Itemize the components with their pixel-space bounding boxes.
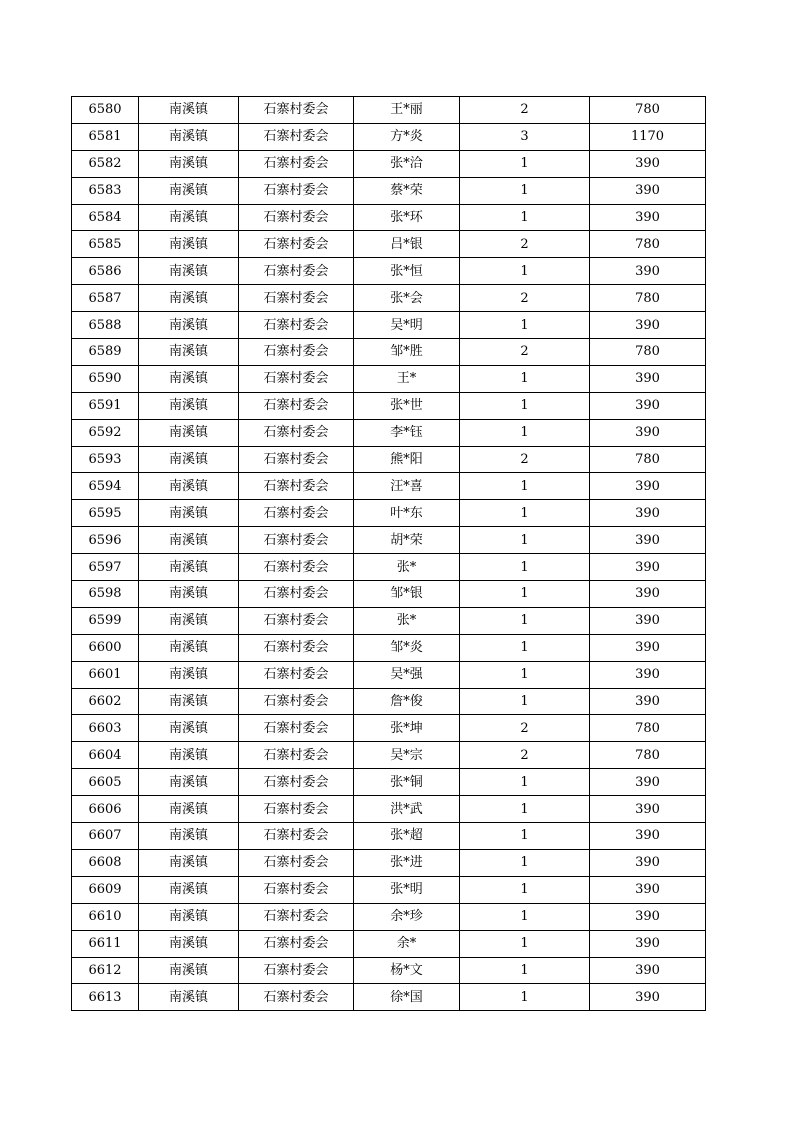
amount-cell: 390: [590, 607, 706, 634]
table-row: [72, 554, 706, 581]
count-cell: 1: [460, 957, 590, 984]
name-cell: 张*恒: [354, 258, 460, 285]
serial-number-cell: 6591: [72, 392, 139, 419]
village-committee-cell: 石寨村委会: [239, 554, 354, 581]
table-row: [72, 97, 706, 124]
name-cell: 邹*炎: [354, 634, 460, 661]
serial-number-cell: 6585: [72, 231, 139, 258]
name-cell: 胡*荣: [354, 527, 460, 554]
table-row: [72, 715, 706, 742]
village-committee-cell: 石寨村委会: [239, 365, 354, 392]
serial-number-cell: 6613: [72, 984, 139, 1011]
serial-number-cell: 6600: [72, 634, 139, 661]
town-cell: 南溪镇: [139, 903, 239, 930]
table-row: [72, 661, 706, 688]
table-row: [72, 150, 706, 177]
name-cell: 吴*宗: [354, 742, 460, 769]
name-cell: 张*明: [354, 876, 460, 903]
name-cell: 方*炎: [354, 123, 460, 150]
count-cell: 2: [460, 715, 590, 742]
village-committee-cell: 石寨村委会: [239, 339, 354, 366]
serial-number-cell: 6586: [72, 258, 139, 285]
count-cell: 2: [460, 285, 590, 312]
village-committee-cell: 石寨村委会: [239, 392, 354, 419]
table-row: [72, 984, 706, 1011]
amount-cell: 390: [590, 392, 706, 419]
name-cell: 张*: [354, 554, 460, 581]
amount-cell: 780: [590, 446, 706, 473]
town-cell: 南溪镇: [139, 177, 239, 204]
town-cell: 南溪镇: [139, 984, 239, 1011]
table-row: [72, 581, 706, 608]
serial-number-cell: 6605: [72, 769, 139, 796]
village-committee-cell: 石寨村委会: [239, 796, 354, 823]
name-cell: 张*铜: [354, 769, 460, 796]
serial-number-cell: 6593: [72, 446, 139, 473]
table-row: [72, 688, 706, 715]
serial-number-cell: 6588: [72, 312, 139, 339]
town-cell: 南溪镇: [139, 581, 239, 608]
count-cell: 1: [460, 527, 590, 554]
amount-cell: 390: [590, 419, 706, 446]
serial-number-cell: 6581: [72, 123, 139, 150]
name-cell: 张*洽: [354, 150, 460, 177]
amount-cell: 390: [590, 688, 706, 715]
table-row: [72, 796, 706, 823]
count-cell: 1: [460, 365, 590, 392]
amount-cell: 390: [590, 984, 706, 1011]
count-cell: 2: [460, 446, 590, 473]
amount-cell: 390: [590, 204, 706, 231]
village-committee-cell: 石寨村委会: [239, 661, 354, 688]
table-row: [72, 527, 706, 554]
village-committee-cell: 石寨村委会: [239, 930, 354, 957]
serial-number-cell: 6592: [72, 419, 139, 446]
town-cell: 南溪镇: [139, 957, 239, 984]
town-cell: 南溪镇: [139, 607, 239, 634]
village-committee-cell: 石寨村委会: [239, 150, 354, 177]
table-row: [72, 634, 706, 661]
table-row: [72, 419, 706, 446]
name-cell: 张*会: [354, 285, 460, 312]
town-cell: 南溪镇: [139, 823, 239, 850]
count-cell: 1: [460, 419, 590, 446]
serial-number-cell: 6580: [72, 97, 139, 124]
serial-number-cell: 6612: [72, 957, 139, 984]
serial-number-cell: 6608: [72, 849, 139, 876]
amount-cell: 390: [590, 527, 706, 554]
village-committee-cell: 石寨村委会: [239, 607, 354, 634]
table-row: [72, 500, 706, 527]
serial-number-cell: 6597: [72, 554, 139, 581]
village-committee-cell: 石寨村委会: [239, 849, 354, 876]
amount-cell: 390: [590, 957, 706, 984]
town-cell: 南溪镇: [139, 446, 239, 473]
amount-cell: 390: [590, 930, 706, 957]
count-cell: 1: [460, 661, 590, 688]
serial-number-cell: 6611: [72, 930, 139, 957]
village-committee-cell: 石寨村委会: [239, 984, 354, 1011]
serial-number-cell: 6607: [72, 823, 139, 850]
village-committee-cell: 石寨村委会: [239, 769, 354, 796]
village-committee-cell: 石寨村委会: [239, 527, 354, 554]
amount-cell: 390: [590, 634, 706, 661]
amount-cell: 390: [590, 661, 706, 688]
name-cell: 张*世: [354, 392, 460, 419]
amount-cell: 390: [590, 554, 706, 581]
town-cell: 南溪镇: [139, 715, 239, 742]
name-cell: 张*环: [354, 204, 460, 231]
name-cell: 邹*胜: [354, 339, 460, 366]
village-committee-cell: 石寨村委会: [239, 688, 354, 715]
village-committee-cell: 石寨村委会: [239, 177, 354, 204]
town-cell: 南溪镇: [139, 876, 239, 903]
amount-cell: 390: [590, 823, 706, 850]
serial-number-cell: 6599: [72, 607, 139, 634]
town-cell: 南溪镇: [139, 365, 239, 392]
count-cell: 1: [460, 500, 590, 527]
name-cell: 张*: [354, 607, 460, 634]
name-cell: 詹*俊: [354, 688, 460, 715]
town-cell: 南溪镇: [139, 285, 239, 312]
count-cell: 2: [460, 742, 590, 769]
table-row: [72, 769, 706, 796]
village-committee-cell: 石寨村委会: [239, 258, 354, 285]
town-cell: 南溪镇: [139, 473, 239, 500]
amount-cell: 390: [590, 876, 706, 903]
town-cell: 南溪镇: [139, 849, 239, 876]
count-cell: 3: [460, 123, 590, 150]
village-committee-cell: 石寨村委会: [239, 500, 354, 527]
count-cell: 1: [460, 312, 590, 339]
name-cell: 张*超: [354, 823, 460, 850]
amount-cell: 780: [590, 97, 706, 124]
count-cell: 1: [460, 150, 590, 177]
table-row: [72, 204, 706, 231]
table-row: [72, 312, 706, 339]
village-committee-cell: 石寨村委会: [239, 473, 354, 500]
count-cell: 1: [460, 634, 590, 661]
town-cell: 南溪镇: [139, 500, 239, 527]
count-cell: 1: [460, 930, 590, 957]
name-cell: 叶*东: [354, 500, 460, 527]
town-cell: 南溪镇: [139, 392, 239, 419]
table-row: [72, 930, 706, 957]
serial-number-cell: 6604: [72, 742, 139, 769]
name-cell: 王*丽: [354, 97, 460, 124]
count-cell: 1: [460, 769, 590, 796]
count-cell: 1: [460, 823, 590, 850]
serial-number-cell: 6596: [72, 527, 139, 554]
amount-cell: 780: [590, 715, 706, 742]
amount-cell: 390: [590, 769, 706, 796]
village-committee-cell: 石寨村委会: [239, 715, 354, 742]
table-row: [72, 392, 706, 419]
town-cell: 南溪镇: [139, 930, 239, 957]
serial-number-cell: 6603: [72, 715, 139, 742]
village-committee-cell: 石寨村委会: [239, 312, 354, 339]
name-cell: 蔡*荣: [354, 177, 460, 204]
name-cell: 余*: [354, 930, 460, 957]
count-cell: 1: [460, 177, 590, 204]
amount-cell: 780: [590, 285, 706, 312]
count-cell: 1: [460, 876, 590, 903]
count-cell: 2: [460, 339, 590, 366]
amount-cell: 390: [590, 258, 706, 285]
name-cell: 徐*国: [354, 984, 460, 1011]
amount-cell: 390: [590, 581, 706, 608]
village-committee-cell: 石寨村委会: [239, 823, 354, 850]
serial-number-cell: 6582: [72, 150, 139, 177]
town-cell: 南溪镇: [139, 527, 239, 554]
table-row: [72, 365, 706, 392]
table-row: [72, 849, 706, 876]
village-committee-cell: 石寨村委会: [239, 123, 354, 150]
amount-cell: 780: [590, 742, 706, 769]
count-cell: 1: [460, 204, 590, 231]
table-row: [72, 957, 706, 984]
table-row: [72, 473, 706, 500]
amount-cell: 390: [590, 365, 706, 392]
serial-number-cell: 6589: [72, 339, 139, 366]
name-cell: 李*钰: [354, 419, 460, 446]
amount-cell: 390: [590, 473, 706, 500]
table-row: [72, 876, 706, 903]
table-row: [72, 446, 706, 473]
town-cell: 南溪镇: [139, 231, 239, 258]
village-committee-cell: 石寨村委会: [239, 876, 354, 903]
count-cell: 1: [460, 984, 590, 1011]
name-cell: 熊*阳: [354, 446, 460, 473]
data-table: [71, 96, 706, 1011]
serial-number-cell: 6609: [72, 876, 139, 903]
count-cell: 2: [460, 231, 590, 258]
name-cell: 余*珍: [354, 903, 460, 930]
table-body: [72, 97, 706, 1011]
town-cell: 南溪镇: [139, 312, 239, 339]
table-row: [72, 285, 706, 312]
count-cell: 1: [460, 258, 590, 285]
count-cell: 1: [460, 554, 590, 581]
town-cell: 南溪镇: [139, 123, 239, 150]
amount-cell: 780: [590, 339, 706, 366]
table-row: [72, 903, 706, 930]
count-cell: 1: [460, 903, 590, 930]
table-row: [72, 742, 706, 769]
table-row: [72, 123, 706, 150]
count-cell: 1: [460, 581, 590, 608]
village-committee-cell: 石寨村委会: [239, 285, 354, 312]
village-committee-cell: 石寨村委会: [239, 446, 354, 473]
serial-number-cell: 6598: [72, 581, 139, 608]
count-cell: 1: [460, 607, 590, 634]
serial-number-cell: 6587: [72, 285, 139, 312]
village-committee-cell: 石寨村委会: [239, 97, 354, 124]
name-cell: 吴*强: [354, 661, 460, 688]
amount-cell: 390: [590, 903, 706, 930]
serial-number-cell: 6610: [72, 903, 139, 930]
serial-number-cell: 6602: [72, 688, 139, 715]
serial-number-cell: 6601: [72, 661, 139, 688]
amount-cell: 390: [590, 849, 706, 876]
village-committee-cell: 石寨村委会: [239, 419, 354, 446]
town-cell: 南溪镇: [139, 634, 239, 661]
name-cell: 王*: [354, 365, 460, 392]
table-row: [72, 823, 706, 850]
amount-cell: 390: [590, 312, 706, 339]
count-cell: 1: [460, 688, 590, 715]
count-cell: 1: [460, 473, 590, 500]
count-cell: 1: [460, 796, 590, 823]
name-cell: 邹*银: [354, 581, 460, 608]
village-committee-cell: 石寨村委会: [239, 634, 354, 661]
name-cell: 杨*文: [354, 957, 460, 984]
serial-number-cell: 6590: [72, 365, 139, 392]
town-cell: 南溪镇: [139, 258, 239, 285]
village-committee-cell: 石寨村委会: [239, 581, 354, 608]
table-row: [72, 339, 706, 366]
town-cell: 南溪镇: [139, 661, 239, 688]
name-cell: 张*进: [354, 849, 460, 876]
amount-cell: 390: [590, 150, 706, 177]
town-cell: 南溪镇: [139, 150, 239, 177]
amount-cell: 1170: [590, 123, 706, 150]
table-row: [72, 231, 706, 258]
amount-cell: 780: [590, 231, 706, 258]
town-cell: 南溪镇: [139, 419, 239, 446]
village-committee-cell: 石寨村委会: [239, 742, 354, 769]
town-cell: 南溪镇: [139, 204, 239, 231]
town-cell: 南溪镇: [139, 796, 239, 823]
village-committee-cell: 石寨村委会: [239, 903, 354, 930]
name-cell: 吕*银: [354, 231, 460, 258]
name-cell: 吴*明: [354, 312, 460, 339]
count-cell: 2: [460, 97, 590, 124]
town-cell: 南溪镇: [139, 339, 239, 366]
town-cell: 南溪镇: [139, 97, 239, 124]
town-cell: 南溪镇: [139, 769, 239, 796]
count-cell: 1: [460, 392, 590, 419]
town-cell: 南溪镇: [139, 742, 239, 769]
table-row: [72, 607, 706, 634]
table-row: [72, 177, 706, 204]
village-committee-cell: 石寨村委会: [239, 957, 354, 984]
name-cell: 汪*喜: [354, 473, 460, 500]
serial-number-cell: 6594: [72, 473, 139, 500]
name-cell: 洪*武: [354, 796, 460, 823]
town-cell: 南溪镇: [139, 554, 239, 581]
table-row: [72, 258, 706, 285]
serial-number-cell: 6583: [72, 177, 139, 204]
serial-number-cell: 6606: [72, 796, 139, 823]
village-committee-cell: 石寨村委会: [239, 204, 354, 231]
amount-cell: 390: [590, 796, 706, 823]
town-cell: 南溪镇: [139, 688, 239, 715]
village-committee-cell: 石寨村委会: [239, 231, 354, 258]
amount-cell: 390: [590, 177, 706, 204]
amount-cell: 390: [590, 500, 706, 527]
count-cell: 1: [460, 849, 590, 876]
name-cell: 张*坤: [354, 715, 460, 742]
serial-number-cell: 6584: [72, 204, 139, 231]
serial-number-cell: 6595: [72, 500, 139, 527]
